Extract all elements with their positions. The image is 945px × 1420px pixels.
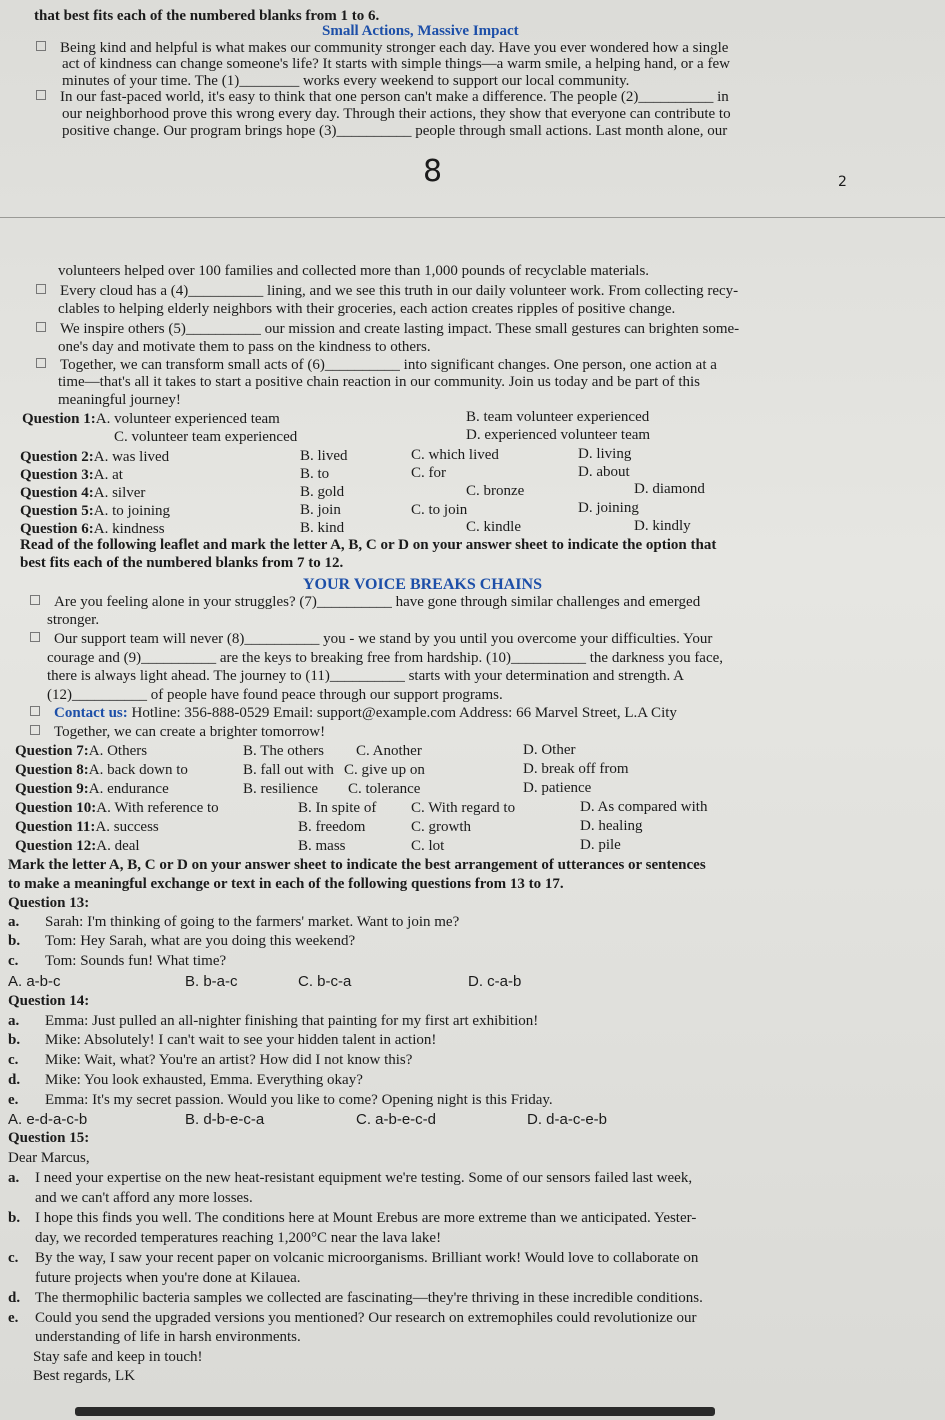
- question-10-option-d: D. As compared with: [580, 799, 708, 815]
- checkbox-icon: [36, 284, 46, 294]
- q14-option-c: C. a-b-e-c-d: [356, 1111, 437, 1128]
- paragraph-2-line-3: positive change. Our program brings hope (3)__________ people through small actions. Last month alone, our: [62, 123, 728, 139]
- leaflet-instruction-line-1: Read of the following leaflet and mark the letter A, B, C or D on your answer sheet to indicate the option that: [20, 537, 717, 553]
- q14-line-e: e. Emma: It's my secret passion. Would you like to come? Opening night is this Friday.: [8, 1092, 553, 1108]
- q13-option-b: B. b-a-c: [185, 973, 238, 990]
- question-1-option-d: D. experienced volunteer team: [466, 427, 651, 443]
- question-10-option-c: C. With regard to: [411, 800, 516, 816]
- question-7: Question 7:A. Others: [15, 743, 148, 759]
- top-section: [0, 0, 945, 218]
- q13-option-c: C. b-c-a: [298, 973, 352, 990]
- paragraph-2-line-1: In our fast-paced world, it's easy to think that one person can't make a difference. The people (2)__________ in: [36, 89, 729, 106]
- checkbox-icon: [30, 706, 40, 716]
- paragraph-1-line-2: act of kindness can change someone's life? It starts with simple things—a warm smile, a helping hand, or a few: [62, 56, 730, 72]
- question-3: Question 3:A. at: [20, 467, 123, 483]
- q13-option-a: A. a-b-c: [8, 973, 61, 990]
- checkbox-icon: [36, 358, 46, 368]
- passage-title: Small Actions, Massive Impact: [322, 23, 519, 39]
- question-8-option-c: C. give up on: [344, 762, 425, 778]
- q15-item-b-line-2: day, we recorded temperatures reaching 1,200°C near the lava lake!: [35, 1230, 442, 1246]
- question-2-option-d: D. living: [578, 446, 632, 462]
- leaflet-title: YOUR VOICE BREAKS CHAINS: [303, 576, 542, 593]
- question-4-option-d: D. diamond: [634, 481, 705, 497]
- instruction-tail: that best fits each of the numbered blanks from 1 to 6.: [34, 8, 380, 24]
- question-10-option-b: B. In spite of: [298, 800, 377, 816]
- checkbox-icon: [30, 725, 40, 735]
- question-4: Question 4:A. silver: [20, 485, 146, 501]
- passage-continued-line: volunteers helped over 100 families and collected more than 1,000 pounds of recyclable materials.: [58, 263, 650, 279]
- q14-option-a: A. e-d-a-c-b: [8, 1111, 88, 1128]
- leaflet-paragraph-1-line-1: Are you feeling alone in your struggles? (7)__________ have gone through similar challenges and emerged: [30, 594, 700, 611]
- paragraph-5-line-2: time—that's all it takes to start a positive chain reaction in our community. Join us today and be part of this: [58, 374, 701, 390]
- paragraph-5-line-1: Together, we can transform small acts of (6)__________ into significant changes. One person, one action at a: [36, 357, 717, 374]
- q15-item-e-line-1: e. Could you send the upgraded versions you mentioned? Our research on extremophiles could revolutionize our: [8, 1310, 697, 1326]
- paragraph-4-line-2: one's day and motivate them to pass on the kindness to others.: [58, 339, 431, 355]
- leaflet-paragraph-1-line-2: stronger.: [47, 612, 100, 628]
- question-1: Question 1:A. volunteer experienced team: [22, 411, 280, 427]
- question-4-option-c: C. bronze: [466, 483, 525, 499]
- q14-line-b: b. Mike: Absolutely! I can't wait to see your hidden talent in action!: [8, 1032, 437, 1048]
- question-7-option-d: D. Other: [523, 742, 576, 758]
- question-11: Question 11:A. success: [15, 819, 159, 835]
- paragraph-1-line-1: Being kind and helpful is what makes our community stronger each day. Have you ever wondered how a single: [36, 40, 728, 57]
- question-6-option-c: C. kindle: [466, 519, 521, 535]
- question-6-option-b: B. kind: [300, 520, 345, 536]
- letter-closing-2: Best regards, LK: [33, 1368, 136, 1384]
- leaflet-paragraph-2-line-3: there is always light ahead. The journey to (11)__________ starts with your determination and strength. A: [47, 668, 684, 684]
- question-11-option-c: C. growth: [411, 819, 471, 835]
- question-8-option-b: B. fall out with: [243, 762, 334, 778]
- leaflet-paragraph-2-line-4: (12)__________ of people have found peace through our support programs.: [47, 687, 503, 703]
- question-2-option-b: B. lived: [300, 448, 348, 464]
- question-3-option-c: C. for: [411, 465, 446, 481]
- leaflet-instruction-line-2: best fits each of the numbered blanks from 7 to 12.: [20, 555, 344, 571]
- leaflet-paragraph-2-line-2: courage and (9)__________ are the keys to breaking free from hardship. (10)__________ the darkness you face,: [47, 650, 724, 666]
- q13-option-d: D. c-a-b: [468, 973, 522, 990]
- question-8: Question 8:A. back down to: [15, 762, 188, 778]
- q14-option-b: B. d-b-e-c-a: [185, 1111, 265, 1128]
- letter-salutation: Dear Marcus,: [8, 1150, 90, 1166]
- q14-line-d: d. Mike: You look exhausted, Emma. Everything okay?: [8, 1072, 363, 1088]
- question-12-option-c: C. lot: [411, 838, 445, 854]
- checkbox-icon: [30, 595, 40, 605]
- question-5-option-b: B. join: [300, 502, 341, 518]
- large-page-number: 8: [423, 154, 443, 189]
- question-13-label: Question 13:: [8, 895, 90, 911]
- question-15-label: Question 15:: [8, 1130, 90, 1146]
- q13-line-a: a. Sarah: I'm thinking of going to the farmers' market. Want to join me?: [8, 914, 460, 930]
- leaflet-paragraph-2-line-1: Our support team will never (8)__________ you - we stand by you until you overcome your difficulties. Your: [30, 631, 712, 648]
- checkbox-icon: [30, 632, 40, 642]
- q15-item-c-line-2: future projects when you're done at Kilauea.: [35, 1270, 301, 1286]
- page-number: 2: [838, 174, 847, 190]
- arrange-instruction-line-2: to make a meaningful exchange or text in each of the following questions from 13 to 17.: [8, 876, 564, 892]
- q14-line-a: a. Emma: Just pulled an all-nighter finishing that painting for my first art exhibition!: [8, 1013, 539, 1029]
- question-8-option-d: D. break off from: [523, 761, 629, 777]
- checkbox-icon: [36, 41, 46, 51]
- question-3-option-d: D. about: [578, 464, 630, 480]
- question-4-option-b: B. gold: [300, 484, 345, 500]
- question-12: Question 12:A. deal: [15, 838, 140, 854]
- question-12-option-d: D. pile: [580, 837, 621, 853]
- question-11-option-d: D. healing: [580, 818, 643, 834]
- question-12-option-b: B. mass: [298, 838, 346, 854]
- question-2-option-c: C. which lived: [411, 447, 499, 463]
- q14-line-c: c. Mike: Wait, what? You're an artist? How did I not know this?: [8, 1052, 413, 1068]
- question-9-option-d: D. patience: [523, 780, 592, 796]
- paragraph-1-line-3: minutes of your time. The (1)________ works every weekend to support our local community.: [62, 73, 630, 89]
- leaflet-contact: Contact us: Hotline: 356-888-0529 Email: support@example.com Address: 66 Marvel Street, L.A City: [30, 705, 677, 722]
- question-3-option-b: B. to: [300, 466, 330, 482]
- q13-line-b: b. Tom: Hey Sarah, what are you doing this weekend?: [8, 933, 356, 949]
- question-5: Question 5:A. to joining: [20, 503, 171, 519]
- paragraph-3-line-1: Every cloud has a (4)__________ lining, and we see this truth in our daily volunteer work. From collecting recy-: [36, 283, 738, 300]
- question-9: Question 9:A. endurance: [15, 781, 169, 797]
- arrange-instruction-line-1: Mark the letter A, B, C or D on your answer sheet to indicate the best arrangement of utterances or sentences: [8, 857, 706, 873]
- paragraph-5-line-3: meaningful journey!: [58, 392, 181, 408]
- question-1-option-c: C. volunteer team experienced: [114, 429, 298, 445]
- question-7-option-c: C. Another: [356, 743, 422, 759]
- q15-item-b-line-1: b. I hope this finds you well. The conditions here at Mount Erebus are more extreme than we anticipated. Yester-: [8, 1210, 697, 1226]
- question-14-label: Question 14:: [8, 993, 90, 1009]
- question-9-option-b: B. resilience: [243, 781, 318, 797]
- q15-item-a-line-1: a. I need your expertise on the new heat-resistant equipment we're testing. Some of our sensors failed last week,: [8, 1170, 693, 1186]
- paragraph-2-line-2: our neighborhood prove this wrong every day. Through their actions, they show that everyone can contribute to: [62, 106, 731, 122]
- paragraph-4-line-1: We inspire others (5)__________ our mission and create lasting impact. These small gestures can brighten some-: [36, 321, 739, 338]
- question-1-option-b: B. team volunteer experienced: [466, 409, 650, 425]
- q15-item-e-line-2: understanding of life in harsh environments.: [35, 1329, 301, 1345]
- q14-option-d: D. d-a-c-e-b: [527, 1111, 608, 1128]
- letter-closing-1: Stay safe and keep in touch!: [33, 1349, 203, 1365]
- page-separator: [0, 217, 945, 218]
- checkbox-icon: [36, 90, 46, 100]
- question-9-option-c: C. tolerance: [348, 781, 421, 797]
- question-7-option-b: B. The others: [243, 743, 324, 759]
- question-10: Question 10:A. With reference to: [15, 800, 219, 816]
- paragraph-3-line-2: clables to helping elderly neighbors with their groceries, each action creates ripples of positive change.: [58, 301, 676, 317]
- q15-item-c-line-1: c. By the way, I saw your recent paper on volcanic microorganisms. Brilliant work! Would love to collaborate on: [8, 1250, 699, 1266]
- question-6: Question 6:A. kindness: [20, 521, 165, 537]
- question-11-option-b: B. freedom: [298, 819, 366, 835]
- bottom-bar: [75, 1407, 715, 1416]
- question-5-option-d: D. joining: [578, 500, 639, 516]
- q15-item-a-line-2: and we can't afford any more losses.: [35, 1190, 253, 1206]
- checkbox-icon: [36, 322, 46, 332]
- question-6-option-d: D. kindly: [634, 518, 691, 534]
- question-5-option-c: C. to join: [411, 502, 468, 518]
- q15-item-d-line-1: d. The thermophilic bacteria samples we collected are fascinating—they're thriving in these incredible conditions.: [8, 1290, 703, 1306]
- q13-line-c: c. Tom: Sounds fun! What time?: [8, 953, 227, 969]
- leaflet-closing: Together, we can create a brighter tomorrow!: [30, 724, 325, 741]
- question-2: Question 2:A. was lived: [20, 449, 170, 465]
